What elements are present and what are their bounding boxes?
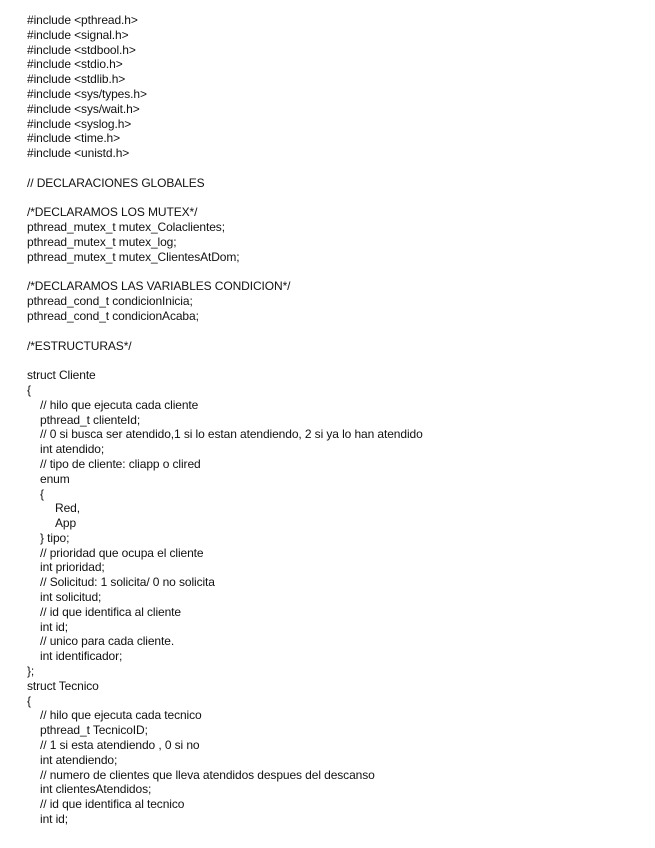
code-line: #include <pthread.h> [27, 13, 138, 27]
code-line: pthread_t clienteId; [40, 412, 141, 427]
code-line: // id que identifica al cliente [40, 604, 181, 619]
blank-line [27, 191, 647, 206]
code-line: pthread_mutex_t mutex_log; [27, 234, 177, 249]
code-line: // tipo de cliente: cliapp o clired [40, 456, 201, 471]
code-line: int identificador; [40, 649, 123, 664]
code-line: struct Cliente [27, 368, 96, 383]
code-line: int prioridad; [40, 560, 105, 575]
code-line: // id que identifica al tecnico [40, 797, 185, 812]
code-line: } tipo; [40, 530, 70, 545]
code-line: pthread_mutex_t mutex_Colaclientes; [27, 220, 225, 235]
code-line: pthread_cond_t condicionAcaba; [27, 308, 199, 323]
code-listing [27, 13, 647, 827]
code-line: int solicitud; [40, 590, 102, 605]
code-line: // DECLARACIONES GLOBALES [27, 175, 205, 190]
code-line: #include <unistd.h> [27, 146, 130, 161]
code-line: #include <sys/types.h> [27, 86, 147, 101]
code-line: // Solicitud: 1 solicita/ 0 no solicita [40, 575, 215, 590]
code-line: #include <sys/wait.h> [27, 101, 140, 116]
code-line: pthread_t TecnicoID; [40, 723, 148, 738]
code-line: // 0 si busca ser atendido,1 si lo estan atendiendo, 2 si ya lo han atendido [40, 427, 423, 442]
code-line: { [40, 486, 44, 501]
code-line: int clientesAtendidos; [40, 782, 152, 797]
blank-line [27, 324, 647, 339]
code-line: #include <stdlib.h> [27, 72, 126, 87]
code-line: int atendido; [40, 442, 105, 457]
code-line: struct Tecnico [27, 678, 99, 693]
code-line: }; [27, 664, 35, 679]
code-line: // 1 si esta atendiendo , 0 si no [40, 738, 200, 753]
code-line: #include <time.h> [27, 131, 121, 146]
blank-line [27, 353, 647, 368]
code-line: pthread_mutex_t mutex_ClientesAtDom; [27, 249, 240, 264]
blank-line [27, 265, 647, 280]
code-line: #include <signal.h> [27, 27, 129, 42]
code-line: #include <stdbool.h> [27, 42, 136, 57]
code-line: // hilo que ejecuta cada tecnico [40, 708, 202, 723]
code-line: /*DECLARAMOS LAS VARIABLES CONDICION*/ [27, 279, 291, 294]
code-line: int id; [40, 619, 68, 634]
code-line: int id; [40, 812, 68, 827]
code-line: pthread_cond_t condicionInicia; [27, 294, 193, 309]
code-line: // numero de clientes que lleva atendidos despues del descanso [40, 767, 375, 782]
code-line: #include <stdio.h> [27, 57, 123, 72]
code-line: enum [40, 471, 70, 486]
code-line: #include <syslog.h> [27, 116, 132, 131]
code-line: // prioridad que ocupa el cliente [40, 545, 204, 560]
code-line: { [27, 382, 31, 397]
code-line: { [27, 693, 31, 708]
code-line: // unico para cada cliente. [40, 634, 175, 649]
code-line: Red, [55, 501, 80, 516]
code-line: int atendiendo; [40, 752, 118, 767]
blank-line [27, 161, 647, 176]
code-line: /*DECLARAMOS LOS MUTEX*/ [27, 205, 198, 220]
code-line: // hilo que ejecuta cada cliente [40, 397, 199, 412]
code-line: /*ESTRUCTURAS*/ [27, 338, 132, 353]
code-line: App [55, 516, 77, 531]
